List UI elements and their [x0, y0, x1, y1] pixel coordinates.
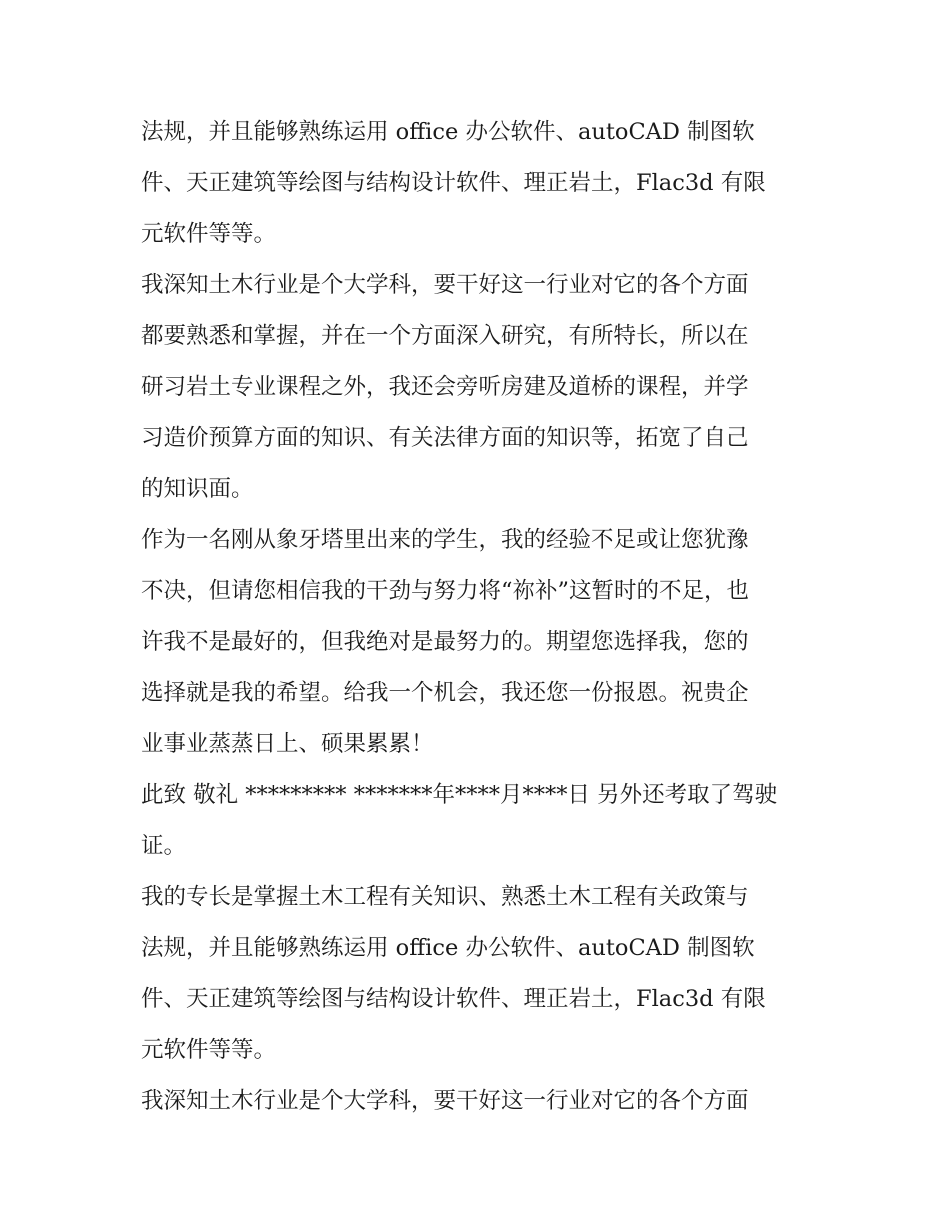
- text-line: 法规，并且能够熟练运用 office 办公软件、autoCAD 制图软: [141, 119, 755, 145]
- text-line: 此致 敬礼 ********* *******年****月****日 另外还考取了驾驶: [141, 782, 778, 808]
- text-line: 选择就是我的希望。给我一个机会，我还您一份报恩。祝贵企: [141, 680, 749, 706]
- text-line: 我深知土木行业是个大学科，要干好这一行业对它的各个方面: [141, 1088, 749, 1114]
- text-line: 许我不是最好的，但我绝对是最努力的。期望您选择我，您的: [141, 629, 749, 655]
- text-line: 不决，但请您相信我的干劲与努力将“祢补”这暂时的不足，也: [141, 578, 750, 604]
- text-line: 业事业蒸蒸日上、硕果累累！: [141, 731, 434, 757]
- text-line: 我的专长是掌握土木工程有关知识、熟悉土木工程有关政策与: [141, 884, 749, 910]
- text-line: 元软件等等。: [141, 1037, 277, 1063]
- text-line: 件、天正建筑等绘图与结构设计软件、理正岩土，Flac3d 有限: [141, 986, 766, 1012]
- text-line: 研习岩土专业课程之外，我还会旁听房建及道桥的课程，并学: [141, 374, 749, 400]
- document-body: [141, 107, 821, 1127]
- text-line: 元软件等等。: [141, 221, 277, 247]
- text-line: 的知识面。: [141, 476, 254, 502]
- text-line: 件、天正建筑等绘图与结构设计软件、理正岩土，Flac3d 有限: [141, 170, 766, 196]
- text-line: 我深知土木行业是个大学科，要干好这一行业对它的各个方面: [141, 272, 749, 298]
- text-line: 作为一名刚从象牙塔里出来的学生，我的经验不足或让您犹豫: [141, 527, 749, 553]
- text-line: 都要熟悉和掌握，并在一个方面深入研究，有所特长，所以在: [141, 323, 749, 349]
- text-line: 证。: [141, 833, 187, 859]
- text-line: 法规，并且能够熟练运用 office 办公软件、autoCAD 制图软: [141, 935, 755, 961]
- text-line: 习造价预算方面的知识、有关法律方面的知识等，拓宽了自己: [141, 425, 749, 451]
